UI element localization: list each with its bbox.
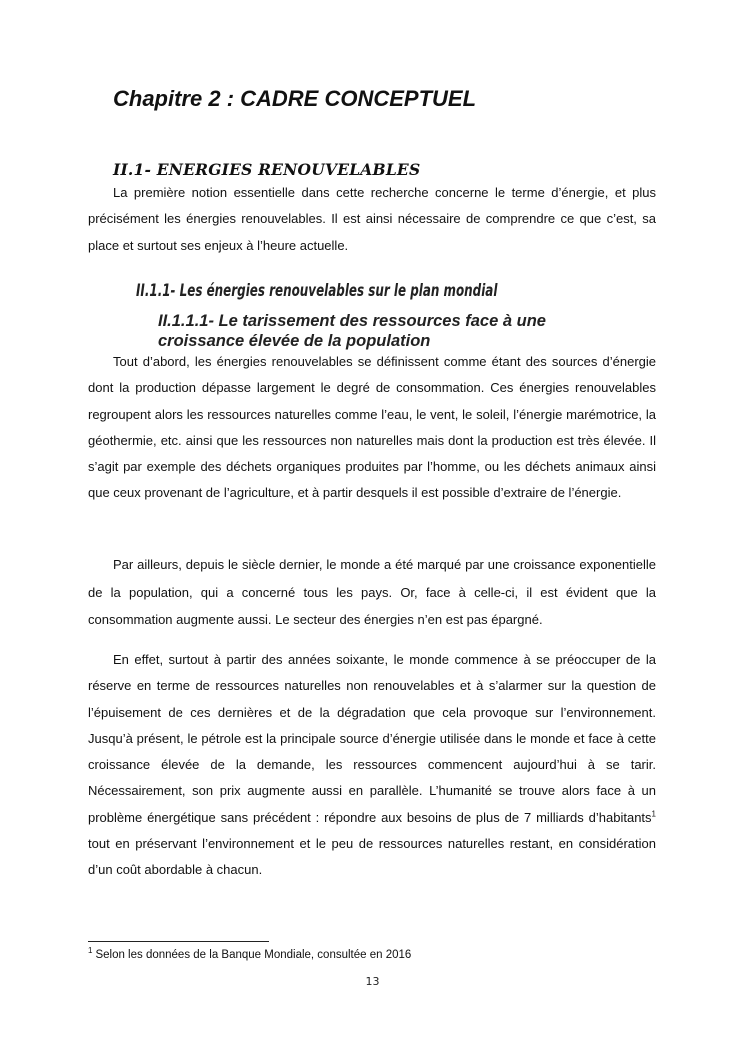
chapter-title: Chapitre 2 : CADRE CONCEPTUEL (113, 86, 477, 111)
subsection-title: II.1.1- Les énergies renouvelables sur le plan mondial (136, 281, 498, 301)
footnote-separator (88, 941, 269, 942)
footnote-mark: 1 (88, 946, 93, 956)
body-paragraph-definition: Tout d’abord, les énergies renouvelables se définissent comme étant des sources d’énergie dont la production dépasse largement le degré de consommation. Ces énergies renouvelables regroupent alors les ressources naturelles comme l’eau, le vent, le soleil, l’énergie marémotrice, la géothermie, etc. ainsi que les ressources non naturelles mais dont la production est très élevée. Il s’agit par exemple des déchets organiques produites par l’homme, ou les déchets animaux ainsi que ceux provenant de l’agriculture, et à partir desquels il est possible d’extraire de l’énergie. (88, 354, 656, 501)
paragraph-text-after-note: tout en préservant l’environnement et le peu de ressources naturelles restant, en considération d’un coût abordable à chacun. (88, 836, 656, 878)
intro-paragraph: La première notion essentielle dans cette recherche concerne le terme d’énergie, et plus précisément les énergies renouvelables. Il est ainsi nécessaire de comprendre ce que c’est, sa place et surtout ses enjeux à l’heure actuelle. (88, 185, 656, 253)
body-paragraph-resources (88, 647, 656, 884)
paragraph-text-before-note: En effet, surtout à partir des années soixante, le monde commence à se préoccuper de la réserve en terme de ressources naturelles non renouvelables et à s’alarmer sur la question de l’épuisement de ces dernières et de la dégradation que cela provoque sur l’environnement. Jusqu’à présent, le pétrole est la principale source d’énergie utilisée dans le monde et face à cette croissance élevée de la demande, les ressources commencent aujourd’hui à se tarir. Nécessairement, son prix augmente aussi en parallèle. L’humanité se trouve alors face à un problème énergétique sans précédent : répondre aux besoins de plus de 7 milliards d’habitants (88, 652, 656, 825)
body-paragraph-population: Par ailleurs, depuis le siècle dernier, le monde a été marqué par une croissance exponentielle de la population, qui a concerné tous les pays. Or, face à celle-ci, il est évident que la consommation augmente aussi. Le secteur des énergies n’en est pas épargné. (88, 557, 656, 627)
footnote (88, 946, 412, 961)
footnote-reference: 1 (651, 809, 656, 819)
page-number: 13 (365, 975, 380, 988)
subsubsection-title: II.1.1.1- Le tarissement des ressources face à une croissance élevée de la population (158, 312, 546, 350)
section-title: II.1- ENERGIES RENOUVELABLES (113, 160, 421, 179)
footnote-text: Selon les données de la Banque Mondiale, consultée en 2016 (95, 949, 412, 961)
